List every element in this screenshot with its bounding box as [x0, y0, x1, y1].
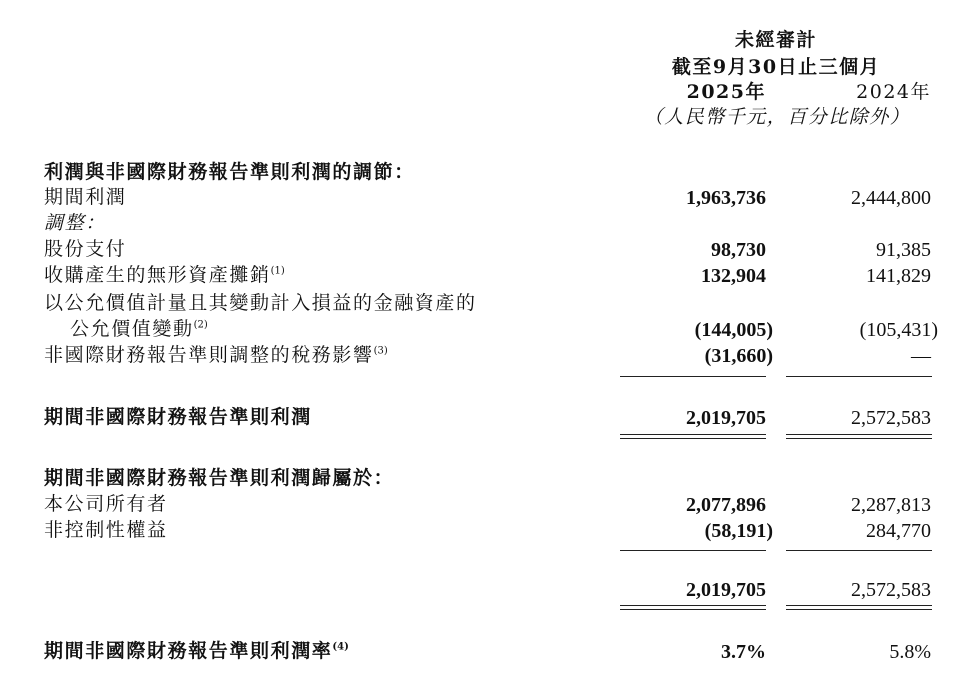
row-label-non-controlling-interests: 非控制性權益: [44, 519, 168, 541]
row-label-intangible-amortization: 收購產生的無形資產攤銷$^{(1)}$: [44, 264, 285, 286]
total-double-rule-2024-b: [786, 438, 932, 439]
footnote-3: (3): [373, 345, 388, 357]
row-label-tax-effect: 非國際財務報告準則調整的稅務影響$^{(3)}$: [44, 344, 388, 366]
value-2024-owners: 2,287,813: [851, 494, 931, 516]
attributable-double-rule-2024-a: [786, 605, 932, 606]
attributable-double-rule-2024-b: [786, 609, 932, 610]
row-label-owners: 本公司所有者: [44, 493, 168, 515]
section-title-attributable: 期間非國際財務報告準則利潤歸屬於：: [44, 467, 395, 489]
value-2025-non-ifrs-profit: 2,019,705: [686, 407, 766, 429]
header-unit-note: （人民幣千元，百分比除外）: [643, 106, 911, 128]
value-2025-attributable-total: 2,019,705: [686, 579, 766, 601]
subtotal-rule-2025: [620, 376, 766, 377]
value-2024-attributable-total: 2,572,583: [851, 579, 931, 601]
row-label-fair-value-line1: 以公允價值計量且其變動計入損益的金融資產的: [44, 292, 477, 314]
value-2025-owners: 2,077,896: [686, 494, 766, 516]
value-2024-non-controlling-interests: 284,770: [866, 520, 931, 542]
value-2025-period-profit: 1,963,736: [686, 187, 766, 209]
footnote-1: (1): [270, 265, 285, 277]
value-2025-intangible-amortization: 132,904: [701, 265, 766, 287]
footnote-2: (2): [193, 319, 208, 331]
value-2025-non-controlling-interests: (58,191): [704, 520, 773, 542]
header-year-2024: 2024年: [856, 81, 931, 103]
value-2025-non-ifrs-margin: 3.7%: [721, 641, 766, 663]
row-label-non-ifrs-margin: 期間非國際財務報告準則利潤率$^{(4)}$: [44, 640, 349, 662]
value-2024-period-profit: 2,444,800: [851, 187, 931, 209]
header-unaudited: 未經審計: [734, 29, 817, 51]
attributable-rule-2024: [786, 550, 932, 551]
value-2024-non-ifrs-profit: 2,572,583: [851, 407, 931, 429]
total-double-rule-2024-a: [786, 434, 932, 435]
row-label-fair-value-changes: 公允價值變動$^{(2)}$: [70, 318, 208, 340]
subtotal-rule-2024: [786, 376, 932, 377]
value-2024-fair-value-changes: (105,431): [859, 319, 938, 341]
row-label-share-payment: 股份支付: [44, 238, 127, 260]
value-2024-non-ifrs-margin: 5.8%: [889, 641, 931, 663]
row-label-non-ifrs-profit: 期間非國際財務報告準則利潤: [44, 406, 312, 428]
row-label-period-profit: 期間利潤: [44, 186, 127, 208]
value-2024-intangible-amortization: 141,829: [866, 265, 931, 287]
attributable-rule-2025: [620, 550, 766, 551]
section-title-reconciliation: 利潤與非國際財務報告準則利潤的調節：: [44, 161, 415, 183]
footnote-4: (4): [332, 641, 349, 653]
total-double-rule-2025-a: [620, 434, 766, 435]
value-2025-fair-value-changes: (144,005): [694, 319, 773, 341]
value-2025-share-payment: 98,730: [711, 239, 766, 261]
value-2024-share-payment: 91,385: [876, 239, 931, 261]
value-2024-tax-effect: —: [911, 345, 931, 367]
attributable-double-rule-2025-a: [620, 605, 766, 606]
attributable-double-rule-2025-b: [620, 609, 766, 610]
row-label-adjustments: 調整：: [44, 212, 106, 234]
value-2025-tax-effect: (31,660): [704, 345, 773, 367]
header-year-2025: 2025年: [686, 81, 766, 103]
header-period: 截至9月30日止三個月: [671, 56, 881, 78]
total-double-rule-2025-b: [620, 438, 766, 439]
